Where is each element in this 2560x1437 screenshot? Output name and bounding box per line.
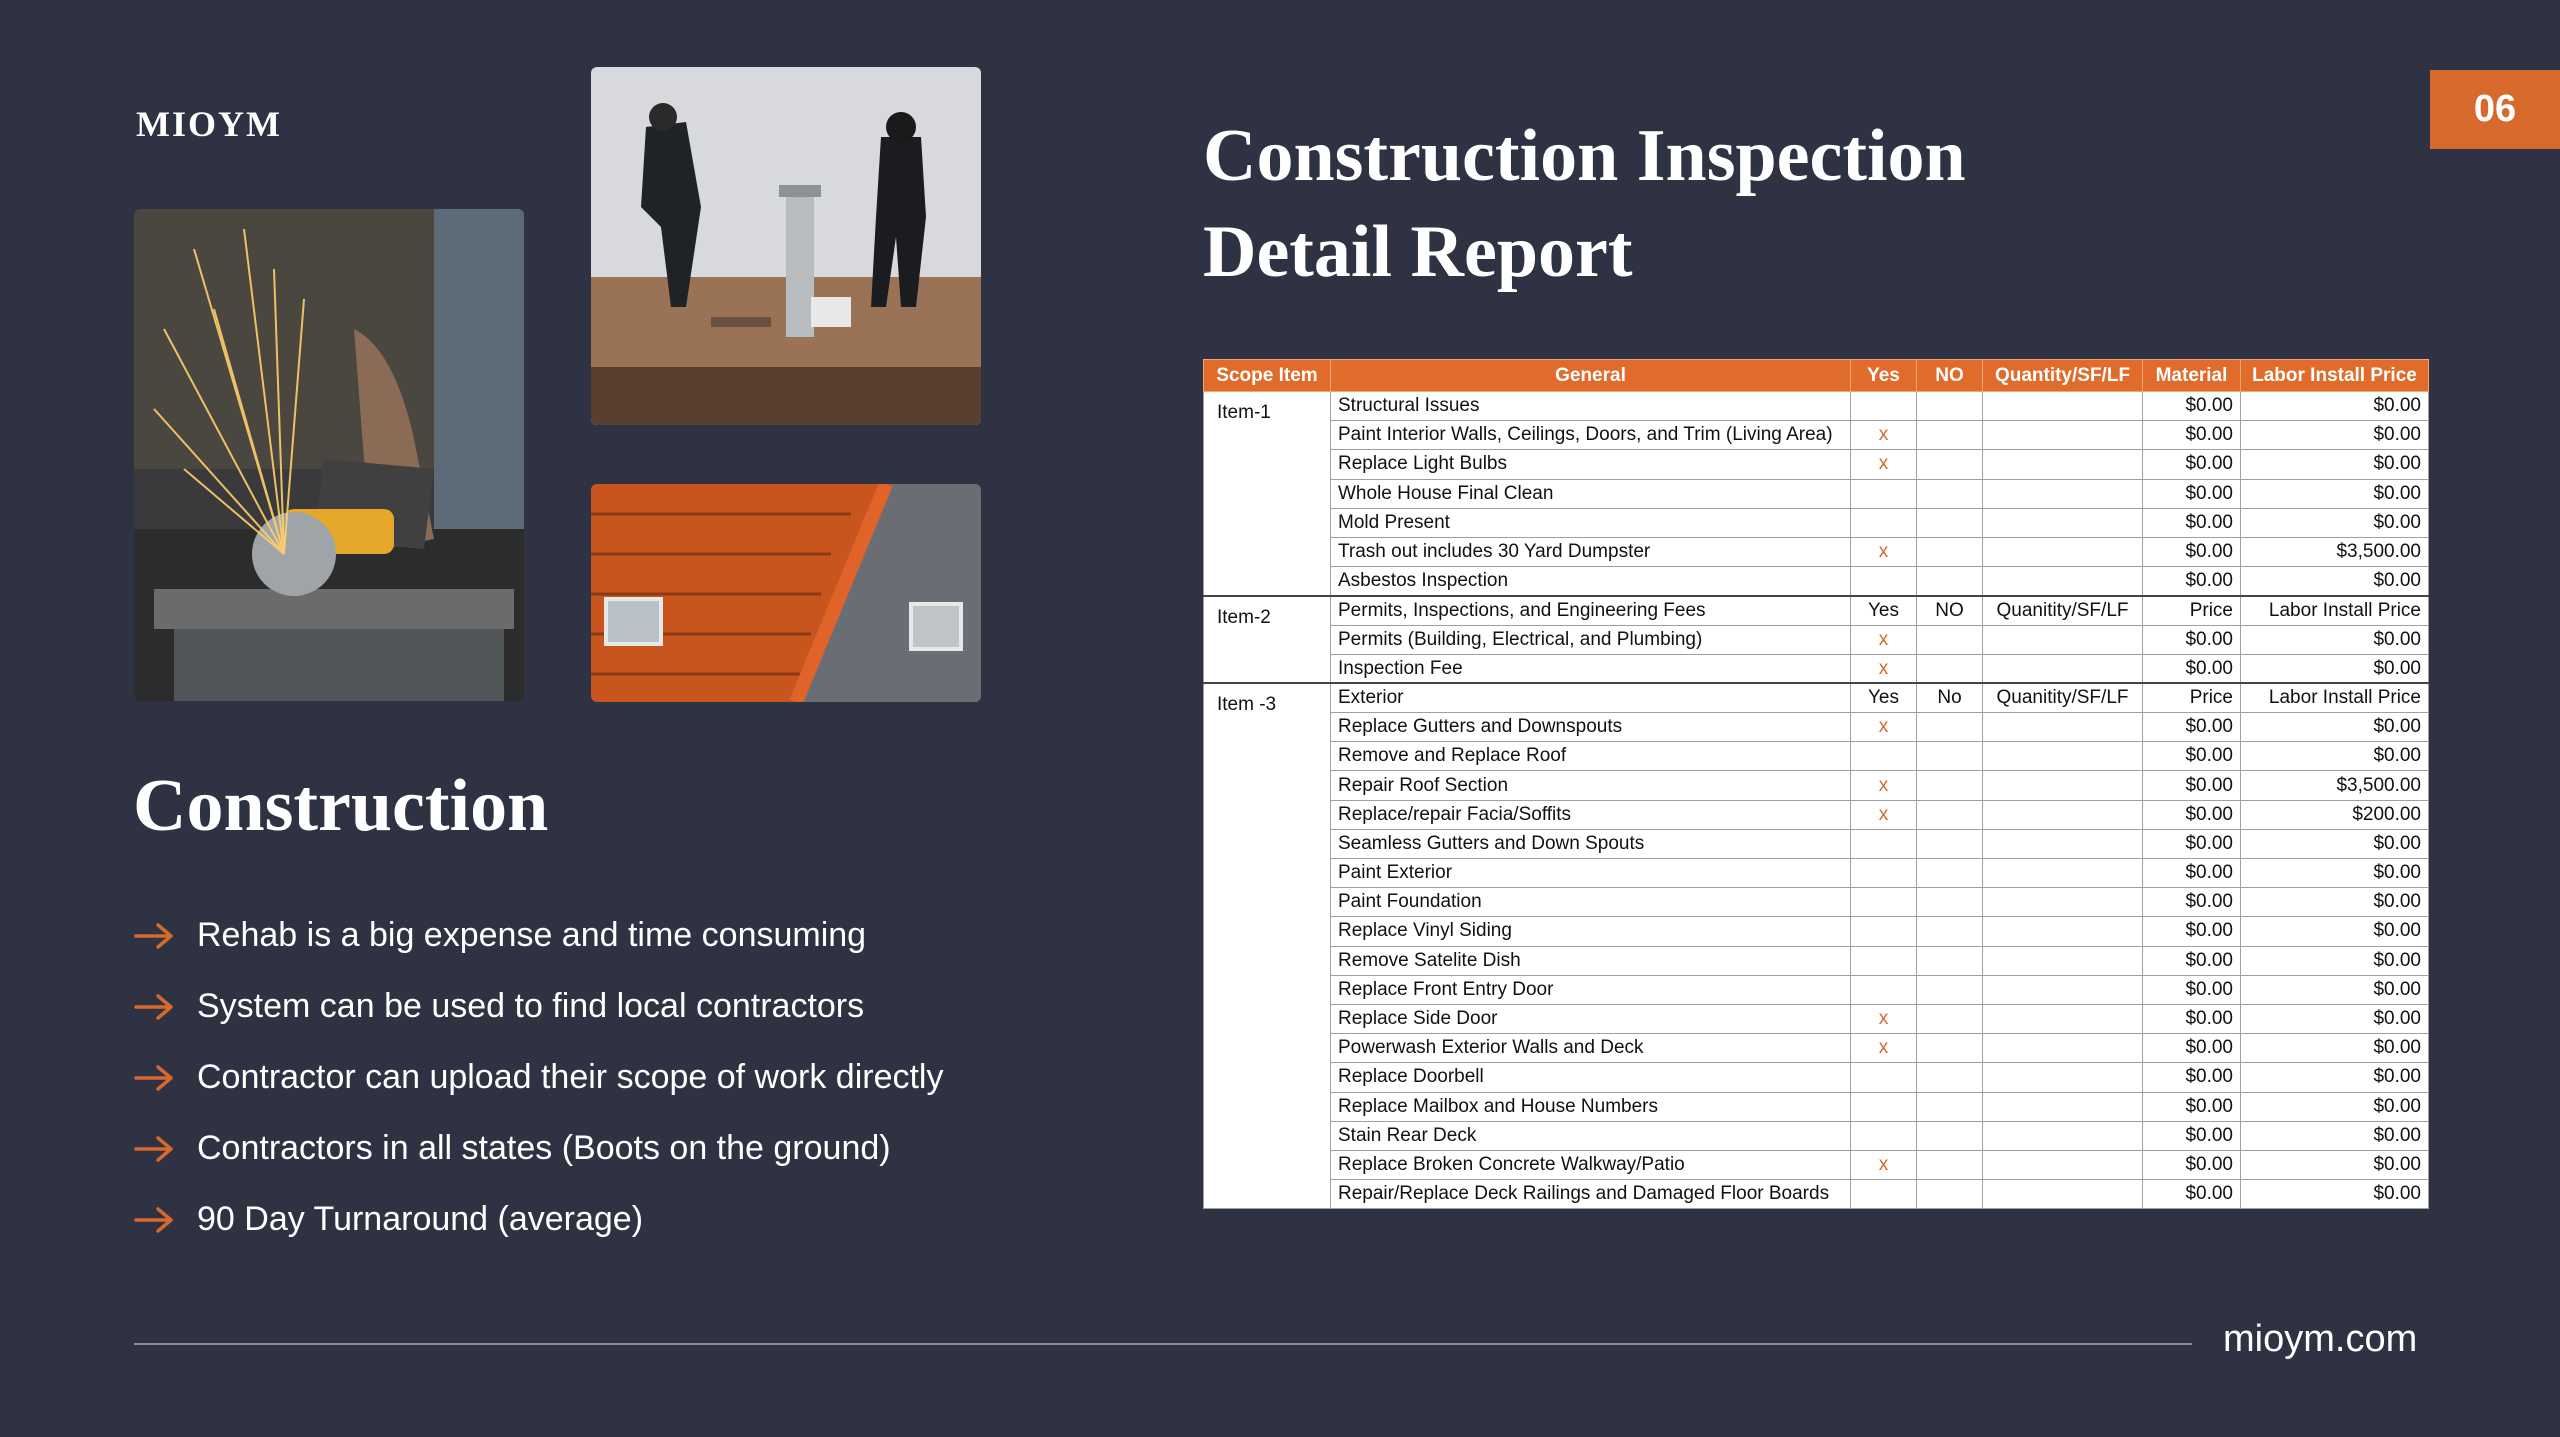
yes-cell [1851, 888, 1917, 917]
general-cell: Replace Mailbox and House Numbers [1331, 1092, 1851, 1121]
quantity-cell [1983, 917, 2143, 946]
no-cell [1917, 1063, 1983, 1092]
table-row [1204, 1150, 2429, 1179]
table-row [1204, 1121, 2429, 1150]
yes-cell: x [1851, 654, 1917, 683]
material-cell: $0.00 [2143, 1150, 2241, 1179]
no-cell [1917, 829, 1983, 858]
yes-cell [1851, 859, 1917, 888]
quantity-cell [1983, 537, 2143, 566]
labor-price-cell: $0.00 [2241, 1034, 2429, 1063]
general-cell: Replace Gutters and Downspouts [1331, 713, 1851, 742]
general-cell: Paint Exterior [1331, 859, 1851, 888]
general-cell: Repair Roof Section [1331, 771, 1851, 800]
table-header-row [1204, 360, 2429, 392]
quantity-cell [1983, 859, 2143, 888]
general-cell: Structural Issues [1331, 392, 1851, 421]
arrow-right-icon [133, 1063, 175, 1093]
table-subheader-row [1204, 596, 2429, 625]
general-cell: Repair/Replace Deck Railings and Damaged Floor Boards [1331, 1180, 1851, 1209]
labor-price-cell: $0.00 [2241, 625, 2429, 654]
brand-logo: MIOYM [136, 104, 282, 144]
labor-price-cell: $200.00 [2241, 800, 2429, 829]
general-cell: Permits, Inspections, and Engineering Fees [1331, 596, 1851, 625]
report-title-line2: Detail Report [1203, 211, 1633, 293]
no-cell [1917, 625, 1983, 654]
quantity-cell [1983, 1180, 2143, 1209]
table-body [1204, 392, 2429, 1209]
quantity-cell [1983, 1034, 2143, 1063]
quantity-cell [1983, 975, 2143, 1004]
feature-item [133, 900, 943, 971]
sparks-photo [134, 209, 524, 701]
table-row [1204, 1092, 2429, 1121]
general-cell: Paint Interior Walls, Ceilings, Doors, and Trim (Living Area) [1331, 421, 1851, 450]
table-row [1204, 1004, 2429, 1033]
feature-list [133, 900, 943, 1255]
footer-website-link[interactable]: mioym.com [2223, 1318, 2418, 1360]
quantity-cell: Quanitity/SF/LF [1983, 596, 2143, 625]
yes-cell: x [1851, 537, 1917, 566]
material-cell: $0.00 [2143, 537, 2241, 566]
quantity-cell [1983, 654, 2143, 683]
yes-cell: x [1851, 1034, 1917, 1063]
material-cell: $0.00 [2143, 625, 2241, 654]
yes-cell [1851, 1092, 1917, 1121]
column-header: NO [1917, 360, 1983, 392]
material-cell: $0.00 [2143, 1180, 2241, 1209]
material-cell: $0.00 [2143, 450, 2241, 479]
general-cell: Replace Front Entry Door [1331, 975, 1851, 1004]
labor-price-cell: $0.00 [2241, 392, 2429, 421]
yes-cell [1851, 742, 1917, 771]
labor-price-cell: $0.00 [2241, 450, 2429, 479]
feature-text: Rehab is a big expense and time consuming [197, 916, 867, 954]
no-cell [1917, 537, 1983, 566]
material-cell: Price [2143, 683, 2241, 712]
yes-cell [1851, 479, 1917, 508]
inspection-report-table [1203, 359, 2429, 1209]
table-row [1204, 421, 2429, 450]
no-cell [1917, 508, 1983, 537]
yes-cell [1851, 508, 1917, 537]
material-cell: $0.00 [2143, 975, 2241, 1004]
no-cell [1917, 946, 1983, 975]
table-row [1204, 1180, 2429, 1209]
quantity-cell [1983, 713, 2143, 742]
quantity-cell [1983, 567, 2143, 596]
no-cell [1917, 1150, 1983, 1179]
material-cell: $0.00 [2143, 888, 2241, 917]
material-cell: $0.00 [2143, 508, 2241, 537]
yes-cell: Yes [1851, 683, 1917, 712]
general-cell: Whole House Final Clean [1331, 479, 1851, 508]
table-row [1204, 1063, 2429, 1092]
material-cell: $0.00 [2143, 800, 2241, 829]
general-cell: Permits (Building, Electrical, and Plumbing) [1331, 625, 1851, 654]
quantity-cell [1983, 829, 2143, 858]
no-cell [1917, 1034, 1983, 1063]
no-cell [1917, 450, 1983, 479]
table-row [1204, 829, 2429, 858]
no-cell [1917, 1092, 1983, 1121]
table-row [1204, 713, 2429, 742]
material-cell: $0.00 [2143, 713, 2241, 742]
material-cell: $0.00 [2143, 771, 2241, 800]
quantity-cell [1983, 1150, 2143, 1179]
no-cell [1917, 1121, 1983, 1150]
material-cell: $0.00 [2143, 479, 2241, 508]
general-cell: Stain Rear Deck [1331, 1121, 1851, 1150]
quantity-cell [1983, 800, 2143, 829]
general-cell: Replace Vinyl Siding [1331, 917, 1851, 946]
column-header: Material [2143, 360, 2241, 392]
yes-cell: x [1851, 625, 1917, 654]
yes-cell [1851, 1180, 1917, 1209]
quantity-cell [1983, 1121, 2143, 1150]
report-title [1203, 108, 1966, 300]
no-cell [1917, 800, 1983, 829]
page-number-badge: 06 [2430, 70, 2560, 149]
quantity-cell [1983, 508, 2143, 537]
labor-price-cell: $0.00 [2241, 1063, 2429, 1092]
labor-price-cell: $0.00 [2241, 1180, 2429, 1209]
material-cell: $0.00 [2143, 1092, 2241, 1121]
column-header: Labor Install Price [2241, 360, 2429, 392]
table-row [1204, 1034, 2429, 1063]
scope-item-cell: Item -3 [1204, 683, 1331, 1208]
general-cell: Exterior [1331, 683, 1851, 712]
arrow-right-icon [133, 1205, 175, 1235]
roof-tiles-photo [591, 484, 981, 702]
table-row [1204, 800, 2429, 829]
general-cell: Powerwash Exterior Walls and Deck [1331, 1034, 1851, 1063]
labor-price-cell: $0.00 [2241, 946, 2429, 975]
material-cell: $0.00 [2143, 742, 2241, 771]
table-row [1204, 946, 2429, 975]
yes-cell: x [1851, 800, 1917, 829]
general-cell: Replace Broken Concrete Walkway/Patio [1331, 1150, 1851, 1179]
general-cell: Remove and Replace Roof [1331, 742, 1851, 771]
quantity-cell [1983, 946, 2143, 975]
general-cell: Seamless Gutters and Down Spouts [1331, 829, 1851, 858]
table-row [1204, 771, 2429, 800]
material-cell: $0.00 [2143, 392, 2241, 421]
footer-divider [134, 1343, 2192, 1345]
quantity-cell [1983, 1063, 2143, 1092]
table-row [1204, 567, 2429, 596]
material-cell: $0.00 [2143, 421, 2241, 450]
labor-price-cell: $0.00 [2241, 1004, 2429, 1033]
scope-item-cell: Item-1 [1204, 392, 1331, 596]
labor-price-cell: Labor Install Price [2241, 683, 2429, 712]
no-cell [1917, 771, 1983, 800]
no-cell: NO [1917, 596, 1983, 625]
quantity-cell [1983, 392, 2143, 421]
material-cell: $0.00 [2143, 1004, 2241, 1033]
feature-item [133, 1042, 943, 1113]
yes-cell [1851, 917, 1917, 946]
yes-cell [1851, 1121, 1917, 1150]
no-cell [1917, 479, 1983, 508]
table-subheader-row [1204, 683, 2429, 712]
report-title-line1: Construction Inspection [1203, 115, 1966, 197]
table-row [1204, 975, 2429, 1004]
feature-text: Contractor can upload their scope of work directly [197, 1058, 944, 1096]
yes-cell [1851, 1063, 1917, 1092]
table-row [1204, 625, 2429, 654]
yes-cell [1851, 946, 1917, 975]
section-heading: Construction [133, 765, 549, 847]
yes-cell [1851, 829, 1917, 858]
material-cell: $0.00 [2143, 1121, 2241, 1150]
feature-item [133, 1184, 943, 1255]
roofers-photo [591, 67, 981, 425]
table-row [1204, 654, 2429, 683]
table-row [1204, 888, 2429, 917]
feature-text: Contractors in all states (Boots on the ground) [197, 1129, 891, 1167]
yes-cell: Yes [1851, 596, 1917, 625]
no-cell [1917, 975, 1983, 1004]
quantity-cell [1983, 888, 2143, 917]
arrow-right-icon [133, 921, 175, 951]
material-cell: $0.00 [2143, 917, 2241, 946]
material-cell: $0.00 [2143, 567, 2241, 596]
no-cell [1917, 713, 1983, 742]
no-cell [1917, 654, 1983, 683]
no-cell [1917, 888, 1983, 917]
general-cell: Remove Satelite Dish [1331, 946, 1851, 975]
no-cell [1917, 421, 1983, 450]
column-header: Quantity/SF/LF [1983, 360, 2143, 392]
material-cell: $0.00 [2143, 1063, 2241, 1092]
labor-price-cell: $0.00 [2241, 567, 2429, 596]
table-row [1204, 537, 2429, 566]
arrow-right-icon [133, 992, 175, 1022]
no-cell [1917, 742, 1983, 771]
yes-cell: x [1851, 450, 1917, 479]
general-cell: Asbestos Inspection [1331, 567, 1851, 596]
yes-cell [1851, 392, 1917, 421]
table-row [1204, 508, 2429, 537]
quantity-cell [1983, 450, 2143, 479]
labor-price-cell: $0.00 [2241, 508, 2429, 537]
table-row [1204, 859, 2429, 888]
table-row [1204, 742, 2429, 771]
labor-price-cell: $0.00 [2241, 421, 2429, 450]
yes-cell: x [1851, 1004, 1917, 1033]
quantity-cell [1983, 771, 2143, 800]
quantity-cell [1983, 625, 2143, 654]
general-cell: Replace/repair Facia/Soffits [1331, 800, 1851, 829]
labor-price-cell: $0.00 [2241, 742, 2429, 771]
no-cell [1917, 859, 1983, 888]
arrow-right-icon [133, 1134, 175, 1164]
feature-text: System can be used to find local contractors [197, 987, 865, 1025]
yes-cell: x [1851, 771, 1917, 800]
table-row [1204, 450, 2429, 479]
yes-cell: x [1851, 421, 1917, 450]
quantity-cell: Quanitity/SF/LF [1983, 683, 2143, 712]
labor-price-cell: $0.00 [2241, 654, 2429, 683]
labor-price-cell: $3,500.00 [2241, 771, 2429, 800]
no-cell: No [1917, 683, 1983, 712]
labor-price-cell: $3,500.00 [2241, 537, 2429, 566]
yes-cell: x [1851, 713, 1917, 742]
yes-cell: x [1851, 1150, 1917, 1179]
column-header: Yes [1851, 360, 1917, 392]
labor-price-cell: $0.00 [2241, 1150, 2429, 1179]
material-cell: $0.00 [2143, 946, 2241, 975]
no-cell [1917, 1180, 1983, 1209]
labor-price-cell: Labor Install Price [2241, 596, 2429, 625]
quantity-cell [1983, 421, 2143, 450]
table-row [1204, 917, 2429, 946]
yes-cell [1851, 975, 1917, 1004]
general-cell: Replace Doorbell [1331, 1063, 1851, 1092]
material-cell: Price [2143, 596, 2241, 625]
no-cell [1917, 917, 1983, 946]
column-header: Scope Item [1204, 360, 1331, 392]
no-cell [1917, 392, 1983, 421]
yes-cell [1851, 567, 1917, 596]
labor-price-cell: $0.00 [2241, 829, 2429, 858]
labor-price-cell: $0.00 [2241, 975, 2429, 1004]
material-cell: $0.00 [2143, 654, 2241, 683]
table-row [1204, 392, 2429, 421]
material-cell: $0.00 [2143, 859, 2241, 888]
no-cell [1917, 567, 1983, 596]
labor-price-cell: $0.00 [2241, 713, 2429, 742]
material-cell: $0.00 [2143, 829, 2241, 858]
quantity-cell [1983, 479, 2143, 508]
general-cell: Mold Present [1331, 508, 1851, 537]
quantity-cell [1983, 1004, 2143, 1033]
general-cell: Trash out includes 30 Yard Dumpster [1331, 537, 1851, 566]
labor-price-cell: $0.00 [2241, 1092, 2429, 1121]
general-cell: Replace Light Bulbs [1331, 450, 1851, 479]
general-cell: Paint Foundation [1331, 888, 1851, 917]
feature-text: 90 Day Turnaround (average) [197, 1200, 644, 1238]
table-row [1204, 479, 2429, 508]
labor-price-cell: $0.00 [2241, 917, 2429, 946]
no-cell [1917, 1004, 1983, 1033]
material-cell: $0.00 [2143, 1034, 2241, 1063]
scope-item-cell: Item-2 [1204, 596, 1331, 684]
general-cell: Replace Side Door [1331, 1004, 1851, 1033]
labor-price-cell: $0.00 [2241, 479, 2429, 508]
labor-price-cell: $0.00 [2241, 859, 2429, 888]
labor-price-cell: $0.00 [2241, 888, 2429, 917]
column-header: General [1331, 360, 1851, 392]
general-cell: Inspection Fee [1331, 654, 1851, 683]
quantity-cell [1983, 742, 2143, 771]
feature-item [133, 1113, 943, 1184]
quantity-cell [1983, 1092, 2143, 1121]
labor-price-cell: $0.00 [2241, 1121, 2429, 1150]
feature-item [133, 971, 943, 1042]
